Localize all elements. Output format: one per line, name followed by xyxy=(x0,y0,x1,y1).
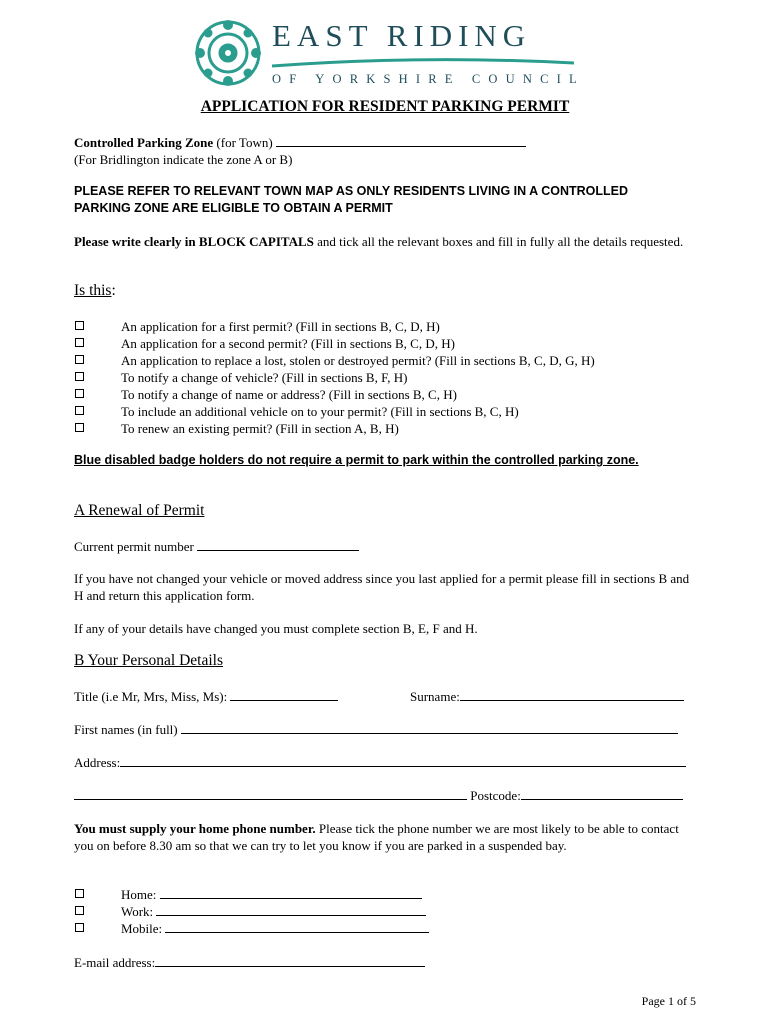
email-label: E-mail address: xyxy=(74,955,156,970)
option-label: An application to replace a lost, stolen or destroyed permit? (Fill in sections B, C, D, G, H) xyxy=(121,353,595,368)
option-label: An application for a second permit? (Fill in sections B, C, D, H) xyxy=(121,336,455,351)
option-label: To notify a change of name or address? (Fill in sections B, C, H) xyxy=(121,387,457,402)
option-checkbox[interactable] xyxy=(75,338,84,347)
home-phone-label: Home: xyxy=(121,887,157,902)
address-input-line2[interactable] xyxy=(74,787,467,800)
mobile-phone-row xyxy=(121,920,429,937)
address-label: Address: xyxy=(74,755,121,770)
address-input-line1[interactable] xyxy=(120,754,686,767)
work-phone-checkbox[interactable] xyxy=(75,906,84,915)
council-logo xyxy=(193,18,263,88)
permit-number-input[interactable] xyxy=(197,538,359,551)
option-checkbox[interactable] xyxy=(75,389,84,398)
home-phone-checkbox[interactable] xyxy=(75,889,84,898)
first-names-label: First names (in full) xyxy=(74,722,178,737)
is-this-label: Is this xyxy=(74,282,112,299)
zone-suffix: (for Town) xyxy=(216,135,273,150)
work-phone-row xyxy=(121,903,426,920)
is-this-colon: : xyxy=(111,282,116,299)
section-a-heading: A Renewal of Permit xyxy=(74,502,205,519)
title-input[interactable] xyxy=(230,688,338,701)
work-phone-input[interactable] xyxy=(156,903,426,916)
option-checkbox[interactable] xyxy=(75,355,84,364)
rose-emblem-icon xyxy=(193,18,263,88)
option-label: To renew an existing permit? (Fill in section A, B, H) xyxy=(121,421,399,436)
phone-notice xyxy=(74,820,694,854)
instructions xyxy=(74,233,684,250)
option-checkbox[interactable] xyxy=(75,423,84,432)
surname-row xyxy=(410,688,684,705)
surname-input[interactable] xyxy=(460,688,684,701)
title-label: Title (i.e Mr, Mrs, Miss, Ms): xyxy=(74,689,228,704)
zone-note: (For Bridlington indicate the zone A or B) xyxy=(74,152,293,167)
option-checkbox[interactable] xyxy=(75,406,84,415)
option-label: To include an additional vehicle on to your permit? (Fill in sections B, C, H) xyxy=(121,404,519,419)
refer-notice: PLEASE REFER TO RELEVANT TOWN MAP AS ONLY RESIDENTS LIVING IN A CONTROLLED PARKING ZONE ARE ELIGIBLE TO OBTAIN A PERMIT xyxy=(74,184,628,215)
badge-notice: Blue disabled badge holders do not require a permit to park within the controlled parking zone. xyxy=(74,453,639,467)
page-number: Page 1 of 5 xyxy=(641,994,696,1008)
address-row xyxy=(74,754,686,771)
first-names-row xyxy=(74,721,678,738)
page-title: APPLICATION FOR RESIDENT PARKING PERMIT xyxy=(200,98,570,115)
option-label: An application for a first permit? (Fill in sections B, C, D, H) xyxy=(121,319,440,334)
mobile-phone-checkbox[interactable] xyxy=(75,923,84,932)
is-this-heading xyxy=(74,282,116,300)
phone-notice-rest: Please tick the phone number we are most likely to be able to contact you on before 8.30 am so that we can try to let you know if you are parked in a suspended bay. xyxy=(74,821,679,853)
home-phone-row xyxy=(121,886,422,903)
logo-title: EAST RIDING xyxy=(272,18,532,53)
email-row xyxy=(74,954,425,971)
section-b-heading: B Your Personal Details xyxy=(74,652,223,669)
option-checkbox[interactable] xyxy=(75,372,84,381)
instructions-rest: and tick all the relevant boxes and fill in fully all the details requested. xyxy=(317,234,684,249)
home-phone-input[interactable] xyxy=(160,886,422,899)
option-label: To notify a change of vehicle? (Fill in sections B, F, H) xyxy=(121,370,408,385)
postcode-input[interactable] xyxy=(521,787,683,800)
zone-line xyxy=(74,134,526,151)
logo-subtitle: OF YORKSHIRE COUNCIL xyxy=(272,72,585,86)
address-row-2 xyxy=(74,787,683,804)
permit-number-label: Current permit number xyxy=(74,539,194,554)
section-a-para1: If you have not changed your vehicle or moved address since you last applied for a permit please fill in sections B and H and return this application form. xyxy=(74,571,690,603)
mobile-phone-input[interactable] xyxy=(165,920,429,933)
email-input[interactable] xyxy=(155,954,425,967)
logo-swoosh xyxy=(272,56,574,68)
first-names-input[interactable] xyxy=(181,721,678,734)
option-checkbox[interactable] xyxy=(75,321,84,330)
surname-label: Surname: xyxy=(410,689,460,704)
permit-number-row xyxy=(74,538,359,555)
instructions-lead: Please write clearly in xyxy=(74,234,196,249)
section-a-para2: If any of your details have changed you must complete section B, E, F and H. xyxy=(74,621,478,636)
postcode-label: Postcode: xyxy=(470,788,521,803)
zone-label: Controlled Parking Zone xyxy=(74,135,214,150)
phone-notice-bold: You must supply your home phone number. xyxy=(74,821,316,836)
zone-input-line[interactable] xyxy=(276,134,526,147)
instructions-block: BLOCK CAPITALS xyxy=(198,234,314,249)
mobile-phone-label: Mobile: xyxy=(121,921,163,936)
work-phone-label: Work: xyxy=(121,904,154,919)
title-row xyxy=(74,688,338,705)
